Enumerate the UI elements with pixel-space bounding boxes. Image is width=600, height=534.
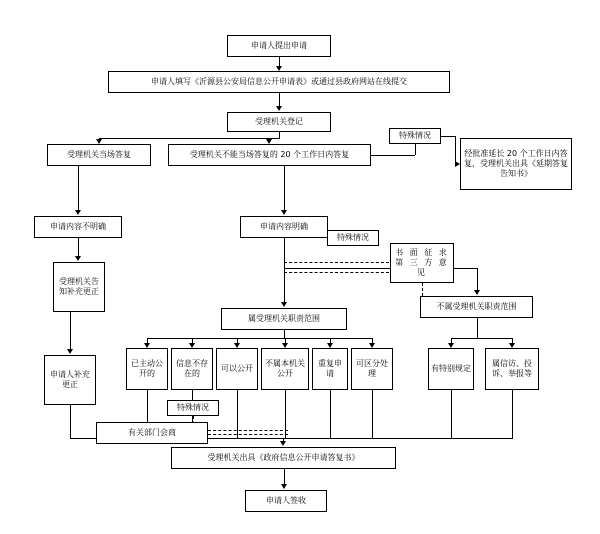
node-reply-within-20-days[interactable]: 受理机关不能当场答复的 20 个工作日内答复 — [168, 144, 371, 166]
connector-12 — [415, 144, 416, 155]
connector-30 — [477, 318, 478, 338]
connector-37 — [330, 390, 331, 438]
connector-bus-1 — [99, 138, 280, 139]
node-can-disclose[interactable]: 可以公开 — [216, 348, 258, 390]
node-fill-application-form[interactable]: 申请人填写《沂源县公安局信息公开申请表》或通过县政府网站在线提交 — [108, 71, 450, 93]
node-outside-scope[interactable]: 不属受理机关职责范围 — [420, 296, 533, 318]
connector-22 — [477, 268, 478, 290]
annotation-special-case-3: 特殊情况 — [167, 400, 219, 416]
arrowhead-20 — [280, 441, 286, 446]
connector-23 — [284, 330, 285, 338]
connector-11 — [371, 155, 415, 156]
arrowhead-8 — [75, 256, 81, 261]
node-applicant-receive[interactable]: 申请人签收 — [245, 490, 327, 512]
node-duplicate-request[interactable]: 重复申请 — [312, 348, 348, 390]
annotation-special-case-2: 特殊情况 — [327, 230, 379, 246]
connector-bus-2 — [147, 338, 372, 339]
arrowhead-2 — [276, 106, 282, 111]
connector-20 — [284, 238, 285, 302]
arrowhead-11 — [474, 290, 480, 295]
connector-18 — [78, 238, 79, 256]
node-separable-handling[interactable]: 可区分处理 — [351, 348, 393, 390]
node-consult-third-party[interactable]: 书 面 征 求 第 三 方 意 见 — [390, 243, 454, 283]
node-registration[interactable]: 受理机关登记 — [227, 112, 331, 132]
node-applicant-submit[interactable]: 申请人提出申请 — [227, 35, 331, 57]
node-within-scope[interactable]: 属受理机关职责范围 — [221, 308, 347, 330]
node-not-this-agency[interactable]: 不属本机关公开 — [261, 348, 309, 390]
connector-39 — [451, 390, 452, 438]
connector-41 — [70, 405, 71, 438]
node-request-clear[interactable]: 申请内容明确 — [240, 216, 328, 238]
node-request-unclear[interactable]: 申请内容不明确 — [34, 216, 122, 238]
arrowhead-9 — [67, 349, 73, 354]
connector-38 — [372, 390, 373, 438]
arrowhead-6 — [75, 210, 81, 215]
node-petition-complaint[interactable]: 属信访、投诉、举报等 — [485, 348, 539, 390]
connector-15 — [78, 166, 79, 210]
node-extended-reply-notice[interactable]: 经批准延长 20 个工作日内答复，受理机关出具《延期答复告知书》 — [460, 138, 572, 190]
arrowhead-7 — [281, 210, 287, 215]
dashed-connector-2 — [284, 272, 389, 273]
connector-2 — [279, 93, 280, 106]
arrowhead-10 — [281, 302, 287, 307]
node-special-provisions[interactable]: 有特别规定 — [428, 348, 474, 390]
node-onsite-reply[interactable]: 受理机关当场答复 — [47, 144, 151, 166]
node-already-disclosed[interactable]: 已主动公开的 — [126, 348, 168, 390]
connector-43 — [284, 469, 285, 484]
dashed-connector-1 — [284, 262, 389, 263]
node-applicant-supplement[interactable]: 申请人补充更正 — [44, 355, 96, 405]
node-issue-reply-letter[interactable]: 受理机关出具《政府信息公开申请答复书》 — [171, 447, 396, 469]
node-info-not-exist[interactable]: 信息不存在的 — [171, 348, 213, 390]
dashed-connector-4 — [208, 434, 288, 435]
connector-14 — [455, 136, 456, 164]
connector-13 — [441, 136, 455, 137]
connector-40 — [512, 390, 513, 438]
node-notify-supplement[interactable]: 受理机关告知补充更正 — [53, 262, 105, 312]
connector-17 — [284, 166, 285, 210]
connector-19 — [70, 312, 71, 349]
arrowhead-21 — [281, 484, 287, 489]
annotation-special-case-1: 特殊情况 — [389, 128, 441, 144]
node-department-consultation[interactable]: 有关部门会商 — [96, 422, 208, 444]
connector-1 — [279, 57, 280, 66]
connector-bus-3 — [451, 338, 512, 339]
dashed-connector-3 — [208, 430, 288, 431]
dashed-connector-6 — [422, 283, 423, 296]
